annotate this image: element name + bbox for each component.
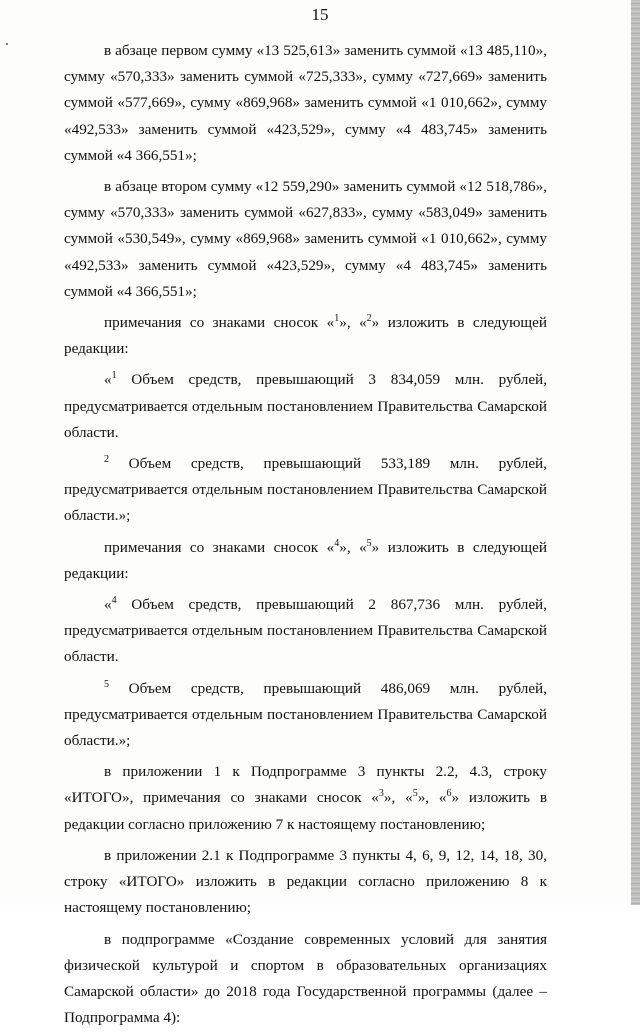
footnote-marker: 3 xyxy=(378,788,384,800)
footnote-marker: 1 xyxy=(111,370,117,382)
paragraph-2: в абзаце втором сумму «12 559,290» заменить суммой «12 518,786», сумму «570,333» заменить суммой «627,833», сумму «583,049» заменить суммой «530,549», сумму «869,968» заменить суммой «1 010,662», сумму «492,533» заменить суммой «423,529», сумму «4 483,745» заменить суммой «4 366,551»; xyxy=(64,178,547,300)
paragraph-5: $^2$ Объем средств, превышающий 533,189 млн. рублей, предусматривается отдельным постановлением Правительства Самарской области.»; xyxy=(64,454,547,525)
footnote-marker: 5 xyxy=(366,537,372,549)
paragraph-3: примечания со знаками сносок «$^1$», «$^2$» изложить в следующей редакции: xyxy=(64,313,547,358)
paragraph-6: примечания со знаками сносок «$^4$», «$^5$» изложить в следующей редакции: xyxy=(64,537,547,582)
page-number: 15 xyxy=(311,5,329,24)
footnote-marker: 2 xyxy=(366,313,372,325)
paragraph-8: $^5$ Объем средств, превышающий 486,069 млн. рублей, предусматривается отдельным постановлением Правительства Самарской области.»; xyxy=(64,678,547,750)
footnote-marker: 5 xyxy=(104,678,109,690)
footnote-marker: 6 xyxy=(446,788,452,800)
footnote-marker: 4 xyxy=(334,537,340,549)
paragraph-10: в приложении 2.1 к Подпрограмме 3 пункты 4, 6, 9, 12, 14, 18, 30, строку «ИТОГО» изложить в редакции согласно приложению 8 к настоящему постановлению; xyxy=(64,846,547,917)
footnote-marker: 5 xyxy=(412,788,418,800)
scan-speck xyxy=(6,43,8,45)
paragraph-1: в абзаце первом сумму «13 525,613» заменить суммой «13 485,110», сумму «570,333» заменить суммой «725,333», сумму «727,669» заменить суммой «577,669», сумму «869,968» заменить суммой «1 010,662», сумму «492,533» заменить суммой «423,529», сумму «4 483,745» заменить суммой «4 366,551»; xyxy=(64,42,547,164)
footnote-marker: 1 xyxy=(334,313,340,325)
paragraph-7: «$^4$ Объем средств, превышающий 2 867,736 млн. рублей, предусматривается отдельным постановлением Правительства Самарской области. xyxy=(64,595,547,666)
scan-edge xyxy=(631,0,640,905)
document-body xyxy=(64,38,547,1036)
paragraph-9: в приложении 1 к Подпрограмме 3 пункты 2.2, 4.3, строку «ИТОГО», примечания со знаками сносок «$^3$», «$^5$», «$^6$» изложить в редакции согласно приложению 7 к настоящему постановлению; xyxy=(64,763,548,833)
footnote-marker: 4 xyxy=(111,595,117,607)
footnote-marker: 2 xyxy=(104,454,109,466)
paragraph-4: «$^1$ Объем средств, превышающий 3 834,059 млн. рублей, предусматривается отдельным постановлением Правительства Самарской области. xyxy=(64,370,547,441)
paragraph-11: в подпрограмме «Создание современных условий для занятия физической культурой и спортом в образовательных организациях Самарской области» до 2018 года Государственной программы (далее – Подпрограмма 4): xyxy=(64,930,547,1027)
